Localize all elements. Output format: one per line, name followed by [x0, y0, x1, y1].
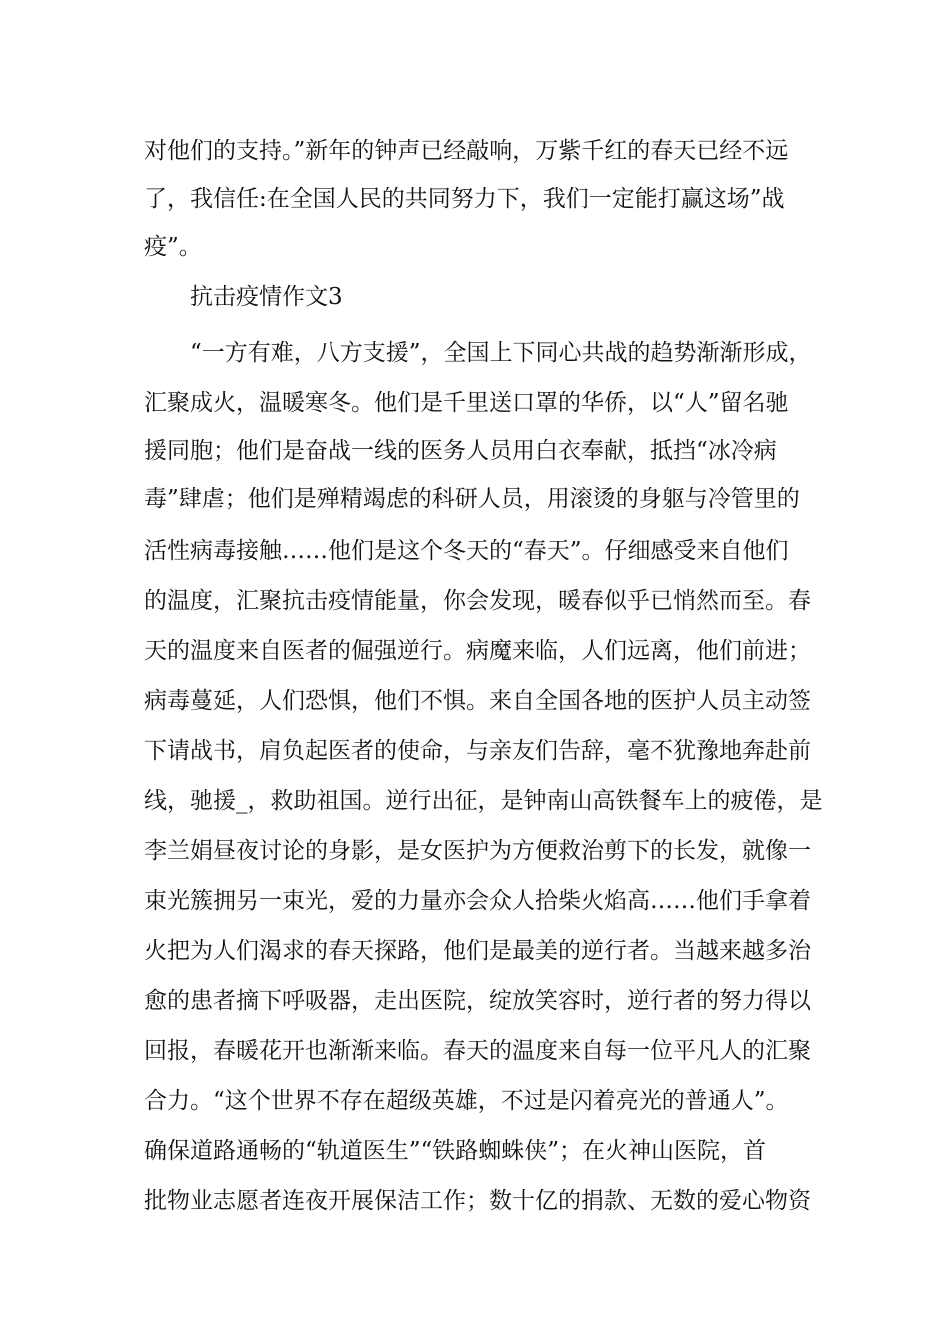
text-line: 火把为人们渴求的春天探路，他们是最美的逆行者。当越来越多治 — [144, 938, 811, 964]
text-line: 合力。“这个世界不存在超级英雄，不过是闪着亮光的普通人”。 — [144, 1088, 789, 1114]
text-line: 下请战书，肩负起医者的使命，与亲友们告辞，毫不犹豫地奔赴前 — [144, 738, 811, 764]
text-line: 援同胞；他们是奋战一线的医务人员用白衣奉献，抵挡“冰冷病 — [144, 438, 777, 464]
text-line: 毒”肆虐；他们是殚精竭虑的科研人员，用滚烫的身躯与冷管里的 — [144, 486, 800, 512]
text-line: 愈的患者摘下呼吸器，走出医院，绽放笑容时，逆行者的努力得以 — [144, 988, 811, 1014]
text-line: 疫”。 — [144, 234, 202, 260]
text-line: 回报，春暖花开也渐渐来临。春天的温度来自每一位平凡人的汇聚 — [144, 1038, 811, 1064]
text-line: 病毒蔓延，人们恐惧，他们不惧。来自全国各地的医护人员主动签 — [144, 688, 811, 714]
text-line: 对他们的支持。”新年的钟声已经敲响，万紫千红的春天已经不远 — [144, 138, 789, 164]
text-line: 束光簇拥另一束光，爱的力量亦会众人拾柴火焰高……他们手拿着 — [144, 888, 811, 914]
text-line: 确保道路通畅的“轨道医生”“铁路蜘蛛侠”；在火神山医院，首 — [144, 1138, 767, 1164]
text-line: 汇聚成火，温暖寒冬。他们是千里送口罩的华侨，以“人”留名驰 — [144, 390, 789, 416]
text-line: 天的温度来自医者的倔强逆行。病魔来临，人们远离，他们前进； — [144, 638, 811, 664]
text-line: 线，驰援_，救助祖国。逆行出征，是钟南山高铁餐车上的疲倦，是 — [144, 788, 823, 814]
text-line: 活性病毒接触……他们是这个冬天的“春天”。仔细感受来自他们 — [144, 538, 789, 564]
text-line: 批物业志愿者连夜开展保洁工作；数十亿的捐款、无数的爱心物资 — [144, 1188, 811, 1214]
text-line: 的温度，汇聚抗击疫情能量，你会发现，暖春似乎已悄然而至。春 — [144, 588, 811, 614]
text-line: “一方有难，八方支援”，全国上下同心共战的趋势渐渐形成， — [190, 340, 812, 366]
text-line: 李兰娟昼夜讨论的身影，是女医护为方便救治剪下的长发，就像一 — [144, 838, 811, 864]
text-line: 了，我信任:在全国人民的共同努力下，我们一定能打赢这场”战 — [144, 186, 785, 212]
section-heading: 抗击疫情作文3 — [190, 284, 343, 310]
